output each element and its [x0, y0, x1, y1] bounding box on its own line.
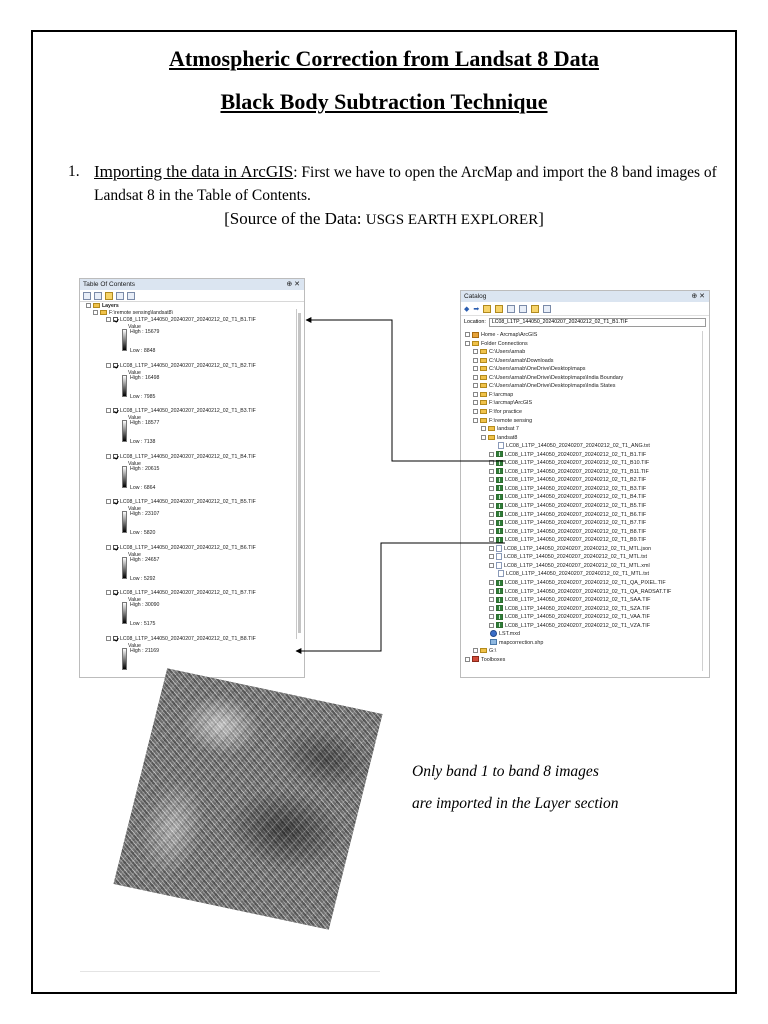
text-file-icon: [496, 553, 502, 560]
toolbox-icon: [472, 656, 479, 662]
catalog-panel: [460, 290, 710, 678]
folder-icon: [480, 400, 487, 405]
tree-item-label: LC08_L1TP_144050_20240207_20240212_02_T1_SAA.TIF: [505, 597, 651, 604]
folder-icon: [488, 426, 495, 431]
tree-item-label: LC08_L1TP_144050_20240207_20240212_02_T1_B8.TIF: [505, 528, 647, 535]
source-name: USGS EARTH EXPLORER: [365, 212, 539, 228]
options-icon[interactable]: [127, 292, 135, 300]
tree-item-label: LC08_L1TP_144050_20240207_20240212_02_T1_VAA.TIF: [505, 614, 650, 621]
color-ramp-swatch[interactable]: [122, 329, 127, 351]
expand-icon[interactable]: [473, 383, 478, 388]
text-file-icon: [496, 562, 502, 569]
expand-icon[interactable]: [489, 554, 494, 559]
tree-item-label: LC08_L1TP_144050_20240207_20240212_02_T1_B9.TIF: [505, 537, 647, 544]
tree-item-label: LC08_L1TP_144050_20240207_20240212_02_T1_B5.TIF: [505, 503, 647, 509]
catalog-title-bar: [461, 291, 709, 302]
expand-icon[interactable]: [473, 418, 478, 423]
folder-icon: [480, 366, 487, 371]
color-ramp-swatch[interactable]: [122, 602, 127, 624]
caption-line-2: are imported in the Layer section: [412, 795, 619, 812]
layer-name: LC08_L1TP_144050_20240207_20240212_02_T1_B6.TIF: [120, 544, 256, 551]
raster-file-icon: [496, 451, 503, 457]
tree-item-label: LC08_L1TP_144050_20240207_20240212_02_T1_MTL.txt: [506, 571, 649, 578]
toc-title: Table Of Contents: [83, 281, 136, 288]
tree-item-label: C:\Users\arnab: [489, 349, 526, 356]
list-by-visibility-icon[interactable]: [105, 292, 113, 300]
back-arrow-icon[interactable]: ◆: [464, 305, 470, 313]
collapse-icon[interactable]: [93, 310, 98, 315]
collapse-icon[interactable]: [86, 303, 91, 308]
expand-icon[interactable]: [489, 623, 494, 628]
tree-item-label: C:\Users\arnab\OneDrive\Desktop\maps\India Boundary: [489, 374, 624, 381]
folder-connections-icon: [472, 341, 479, 346]
layer-name: LC08_L1TP_144050_20240207_20240212_02_T1_B4.TIF: [120, 453, 256, 460]
tree-item-file[interactable]: [489, 562, 650, 570]
value-label: Value: [128, 597, 141, 603]
layer-name: LC08_L1TP_144050_20240207_20240212_02_T1_B3.TIF: [120, 408, 256, 414]
tree-item-file[interactable]: [489, 493, 646, 501]
layer-row[interactable]: [106, 590, 256, 596]
collapse-icon[interactable]: [106, 636, 111, 641]
text-file-icon: [496, 545, 502, 552]
layer-visibility-checkbox[interactable]: [113, 545, 118, 550]
tree-item-file[interactable]: [481, 630, 520, 638]
raster-file-icon: [496, 622, 503, 628]
high-value: High : 30090: [130, 602, 160, 608]
tree-item-label: LC08_L1TP_144050_20240207_20240212_02_T1_B7.TIF: [505, 520, 647, 527]
value-label: Value: [128, 369, 141, 376]
tree-item-label: LC08_L1TP_144050_20240207_20240212_02_T1_MTL.txt: [504, 554, 647, 561]
tree-item-file[interactable]: [489, 545, 651, 553]
tree-item-toolboxes[interactable]: [465, 656, 505, 664]
list-by-drawing-order-icon[interactable]: [83, 292, 91, 300]
raster-file-icon: [496, 580, 503, 586]
expand-icon[interactable]: [489, 486, 494, 491]
tree-item-label: F:\arcmap: [489, 391, 514, 398]
expand-icon[interactable]: [489, 477, 494, 482]
layer-visibility-checkbox[interactable]: [113, 408, 118, 413]
document-title: Atmospheric Correction from Landsat 8 Data: [169, 46, 599, 71]
tree-item-label: LC08_L1TP_144050_20240207_20240212_02_T1_QA_PIXEL.TIF: [505, 579, 666, 586]
expand-icon[interactable]: [473, 358, 478, 363]
tree-item-file[interactable]: [489, 502, 646, 510]
caption-line-1: Only band 1 to band 8 images: [412, 763, 599, 780]
color-ramp-swatch[interactable]: [122, 648, 127, 670]
raster-file-icon: [496, 494, 503, 500]
toggle-contents-icon[interactable]: [531, 305, 539, 313]
raster-file-icon: [496, 511, 503, 517]
up-folder-icon[interactable]: [483, 305, 491, 313]
color-ramp-swatch[interactable]: [122, 420, 127, 442]
layer-row[interactable]: [106, 499, 256, 505]
connect-folder-icon[interactable]: [495, 305, 503, 313]
expand-icon[interactable]: [489, 546, 494, 551]
folder-icon: [480, 392, 487, 397]
raster-file-icon: [496, 588, 503, 594]
tree-item-label: F:\arcmap\ArcGIS: [489, 400, 533, 407]
value-label: Value: [128, 415, 141, 421]
expand-icon[interactable]: [489, 512, 494, 517]
high-value: High : 15679: [130, 329, 160, 335]
tree-item-label: LC08_L1TP_144050_20240207_20240212_02_T1_MTL.json: [504, 545, 652, 552]
expand-icon[interactable]: [489, 589, 494, 594]
tree-item-label: F:\for practice: [489, 408, 522, 415]
high-value: High : 24657: [130, 556, 160, 563]
expand-icon[interactable]: [489, 580, 494, 585]
map-document-icon: [490, 630, 497, 637]
tree-item-label: LC08_L1TP_144050_20240207_20240212_02_T1_B2.TIF: [505, 477, 647, 484]
collapse-icon[interactable]: [106, 317, 111, 322]
location-input[interactable]: LC08_L1TP_144050_20240207_20240212_02_T1_B1.TIF: [489, 318, 706, 327]
tree-item-file[interactable]: [489, 442, 650, 450]
tree-item-label: LC08_L1TP_144050_20240207_20240212_02_T1_QA_RADSAT.TIF: [505, 588, 672, 595]
tree-item-file[interactable]: [489, 485, 646, 493]
low-value: Low : 7138: [130, 439, 156, 445]
tree-item-label: LC08_L1TP_144050_20240207_20240212_02_T1_B1.TIF: [505, 451, 647, 458]
catalog-scrollbar[interactable]: [702, 331, 708, 671]
tree-item-label: C:\Users\arnab\Downloads: [489, 357, 554, 364]
layer-row[interactable]: [106, 317, 256, 323]
catalog-title: Catalog: [464, 293, 487, 300]
value-label: Value: [128, 460, 141, 467]
tree-item-label: LC08_L1TP_144050_20240207_20240212_02_T1_MTL.xml: [504, 562, 650, 569]
folder-icon: [488, 435, 495, 440]
tree-item-file[interactable]: [481, 639, 543, 647]
tree-item-label: C:\Users\arnab\OneDrive\Desktop\maps: [489, 366, 586, 373]
tree-item-file[interactable]: [489, 622, 650, 630]
tree-item-subfolder[interactable]: [481, 425, 519, 433]
table-of-contents-panel: [79, 278, 305, 678]
layer-row[interactable]: [106, 545, 256, 551]
value-label: Value: [128, 642, 141, 649]
step-heading: Importing the data in ArcGIS: [94, 162, 294, 181]
folder-icon: [480, 349, 487, 354]
toc-scrollbar[interactable]: [296, 309, 302, 639]
expand-icon[interactable]: [489, 614, 494, 619]
list-by-source-icon[interactable]: [94, 292, 102, 300]
expand-icon[interactable]: [473, 400, 478, 405]
raster-file-icon: [496, 520, 503, 526]
tree-item-file[interactable]: [489, 570, 649, 578]
expand-icon[interactable]: [489, 537, 494, 542]
expand-icon[interactable]: [489, 495, 494, 500]
value-label: Value: [128, 324, 141, 330]
value-label: Value: [128, 506, 141, 512]
tree-item-label: landsat 7: [497, 426, 519, 433]
source-folder-label: F:\remote sensing\landsat8\: [109, 310, 174, 316]
raster-file-icon: [496, 605, 503, 611]
layer-name: LC08_L1TP_144050_20240207_20240212_02_T1_B1.TIF: [120, 317, 256, 323]
high-value: High : 20615: [130, 465, 160, 472]
tree-item-file[interactable]: [489, 596, 650, 604]
collapse-icon[interactable]: [106, 545, 111, 550]
tree-item-label: LC08_L1TP_144050_20240207_20240212_02_T1_SZA.TIF: [505, 605, 651, 612]
tree-item-label: Folder Connections: [481, 340, 528, 347]
expand-icon[interactable]: [473, 375, 478, 380]
expand-icon[interactable]: [489, 529, 494, 534]
tree-item-subfolder[interactable]: [481, 434, 517, 442]
raster-file-icon: [496, 460, 503, 466]
layer-visibility-checkbox[interactable]: [113, 363, 118, 368]
tree-item-folder[interactable]: [473, 382, 615, 390]
tree-item-home[interactable]: [465, 331, 537, 339]
layer-row[interactable]: [106, 454, 256, 460]
tree-item-file[interactable]: [489, 536, 646, 544]
tree-item-file[interactable]: [489, 451, 646, 459]
tree-item-folder[interactable]: [473, 374, 623, 382]
collapse-icon[interactable]: [106, 499, 111, 504]
tree-item-label: Toolboxes: [481, 656, 506, 663]
collapse-icon[interactable]: [106, 408, 111, 413]
high-value: High : 21169: [130, 647, 160, 654]
expand-icon[interactable]: [489, 452, 494, 457]
high-value: High : 23107: [130, 511, 160, 517]
source-folder[interactable]: [93, 310, 173, 316]
text-file-icon: [498, 570, 504, 577]
source-suffix: ]: [538, 209, 544, 228]
tree-item-label: G:\: [489, 648, 497, 655]
tree-item-folder[interactable]: [473, 399, 532, 407]
layers-icon: [93, 303, 100, 308]
layers-label: Layers: [102, 303, 119, 309]
disconnect-folder-icon[interactable]: [507, 305, 515, 313]
tree-item-folder-connections[interactable]: [465, 340, 528, 348]
layer-name: LC08_L1TP_144050_20240207_20240212_02_T1_B5.TIF: [120, 499, 256, 505]
home-icon: [472, 332, 479, 338]
tree-item-label: LC08_L1TP_144050_20240207_20240212_02_T1_B11.TIF: [505, 468, 649, 475]
folder-icon: [480, 648, 487, 653]
expand-icon[interactable]: [489, 503, 494, 508]
raster-file-icon: [496, 537, 503, 543]
low-value: Low : 5175: [130, 621, 156, 627]
tree-item-label: LST.mxd: [499, 631, 520, 638]
raster-file-icon: [496, 485, 503, 491]
expand-icon[interactable]: [489, 563, 494, 568]
tree-item-file[interactable]: [489, 459, 649, 467]
color-ramp-swatch[interactable]: [122, 557, 127, 579]
list-by-selection-icon[interactable]: [116, 292, 124, 300]
expand-icon[interactable]: [481, 426, 486, 431]
raster-file-icon: [496, 503, 503, 509]
tree-item-drive[interactable]: [473, 647, 496, 655]
location-label: Location:: [464, 319, 486, 325]
low-value: Low : 6864: [130, 484, 156, 491]
tree-item-folder[interactable]: [473, 408, 522, 416]
expand-icon[interactable]: [465, 341, 470, 346]
tree-item-label: LC08_L1TP_144050_20240207_20240212_02_T1_B3.TIF: [505, 485, 647, 492]
folder-icon: [480, 358, 487, 363]
tree-item-file[interactable]: [489, 613, 650, 621]
collapse-icon[interactable]: [106, 590, 111, 595]
layer-visibility-checkbox[interactable]: [113, 499, 118, 504]
tree-item-file[interactable]: [489, 468, 649, 476]
expand-icon[interactable]: [465, 657, 470, 662]
tree-item-label: LC08_L1TP_144050_20240207_20240212_02_T1_B4.TIF: [505, 494, 647, 501]
folder-icon: [480, 375, 487, 380]
low-value: Low : 5292: [130, 575, 156, 582]
expand-icon[interactable]: [473, 366, 478, 371]
raster-file-icon: [496, 477, 503, 483]
layer-name: LC08_L1TP_144050_20240207_20240212_02_T1_B7.TIF: [120, 590, 256, 596]
pin-close-icon[interactable]: ⊕ ✕: [691, 293, 705, 300]
tree-item-label: landsat8: [497, 434, 518, 441]
collapse-icon[interactable]: [106, 454, 111, 459]
catalog-toolbar: [461, 302, 709, 316]
expand-icon[interactable]: [489, 520, 494, 525]
color-ramp-swatch[interactable]: [122, 511, 127, 533]
low-value: Low : 8848: [130, 348, 156, 354]
raster-file-icon: [496, 468, 503, 474]
tree-item-folder[interactable]: [473, 348, 525, 356]
tree-item-file[interactable]: [489, 553, 647, 561]
step-1: [68, 160, 718, 207]
tree-item-label: LC08_L1TP_144050_20240207_20240212_02_T1_ANG.txt: [506, 443, 650, 450]
layer-row[interactable]: [106, 408, 256, 414]
tree-item-label: LC08_L1TP_144050_20240207_20240212_02_T1_B6.TIF: [505, 511, 647, 518]
collapse-icon[interactable]: [106, 363, 111, 368]
layer-row[interactable]: [106, 636, 256, 642]
text-file-icon: [498, 442, 504, 449]
folder-icon: [480, 409, 487, 414]
expand-icon[interactable]: [489, 460, 494, 465]
expand-icon[interactable]: [465, 332, 470, 337]
layer-visibility-checkbox[interactable]: [113, 317, 118, 322]
color-ramp-swatch[interactable]: [122, 466, 127, 488]
layers-root[interactable]: [86, 303, 119, 309]
tree-item-label: Home - Arcmap\ArcGIS: [481, 332, 538, 338]
low-value: Low : 7985: [130, 393, 156, 400]
toc-toolbar: [80, 290, 304, 302]
step-body: [94, 160, 718, 207]
color-ramp-swatch[interactable]: [122, 375, 127, 397]
tree-item-folder[interactable]: [473, 365, 585, 373]
tree-item-file[interactable]: [489, 579, 666, 587]
location-bar: [461, 316, 709, 328]
tree-item-label: C:\Users\arnab\OneDrive\Desktop\maps\India States: [489, 383, 616, 390]
tree-item-label: mapcorrection.shp: [499, 639, 544, 646]
source-prefix: [Source of the Data:: [224, 209, 366, 228]
expand-icon[interactable]: [489, 606, 494, 611]
high-value: High : 18577: [130, 420, 160, 426]
tree-item-folder[interactable]: [473, 417, 532, 425]
expand-icon[interactable]: [473, 409, 478, 414]
raster-file-icon: [496, 528, 503, 534]
layer-visibility-checkbox[interactable]: [113, 636, 118, 641]
tree-item-file[interactable]: [489, 588, 671, 596]
layer-name: LC08_L1TP_144050_20240207_20240212_02_T1_B2.TIF: [120, 362, 256, 369]
pin-close-icon[interactable]: ⊕ ✕: [286, 281, 300, 288]
high-value: High : 16498: [130, 374, 160, 381]
expand-icon[interactable]: [481, 435, 486, 440]
layer-row[interactable]: [106, 363, 256, 369]
tree-item-file[interactable]: [489, 476, 646, 484]
tree-item-file[interactable]: [489, 519, 646, 527]
folder-icon: [480, 383, 487, 388]
source-line: [0, 209, 768, 229]
landsat-raster-image: [114, 668, 383, 929]
layer-name: LC08_L1TP_144050_20240207_20240212_02_T1_B8.TIF: [120, 635, 256, 642]
step-text: : First we have to open the ArcMap and import the 8 band images of Landsat 8 in the Table of Contents.: [94, 164, 717, 204]
expand-icon[interactable]: [473, 392, 478, 397]
expand-icon[interactable]: [489, 597, 494, 602]
step-number: 1.: [68, 163, 80, 180]
views-icon[interactable]: [519, 305, 527, 313]
layer-visibility-checkbox[interactable]: [113, 454, 118, 459]
low-value: Low : 5820: [130, 530, 156, 536]
settings-icon[interactable]: [543, 305, 551, 313]
raster-file-icon: [496, 597, 503, 603]
folder-icon: [480, 418, 487, 423]
layer-visibility-checkbox[interactable]: [113, 590, 118, 595]
expand-icon[interactable]: [473, 648, 478, 653]
tree-item-folder[interactable]: [473, 391, 513, 399]
document-subtitle: Black Body Subtraction Technique: [220, 89, 548, 114]
tree-item-label: LC08_L1TP_144050_20240207_20240212_02_T1_VZA.TIF: [505, 622, 651, 629]
tree-item-file[interactable]: [489, 511, 646, 519]
tree-item-file[interactable]: [489, 605, 650, 613]
tree-item-folder[interactable]: [473, 357, 553, 365]
raster-file-icon: [496, 614, 503, 620]
forward-arrow-icon[interactable]: ➡: [473, 305, 480, 313]
folder-icon: [100, 310, 107, 315]
tree-item-label: LC08_L1TP_144050_20240207_20240212_02_T1_B10.TIF: [505, 460, 650, 467]
expand-icon[interactable]: [473, 349, 478, 354]
tree-item-file[interactable]: [489, 528, 646, 536]
tree-item-label: F:\remote sensing: [489, 417, 533, 424]
raster-image-panel: [80, 682, 380, 972]
expand-icon[interactable]: [489, 469, 494, 474]
shapefile-icon: [490, 639, 497, 645]
toc-title-bar: [80, 279, 304, 290]
value-label: Value: [128, 551, 141, 558]
